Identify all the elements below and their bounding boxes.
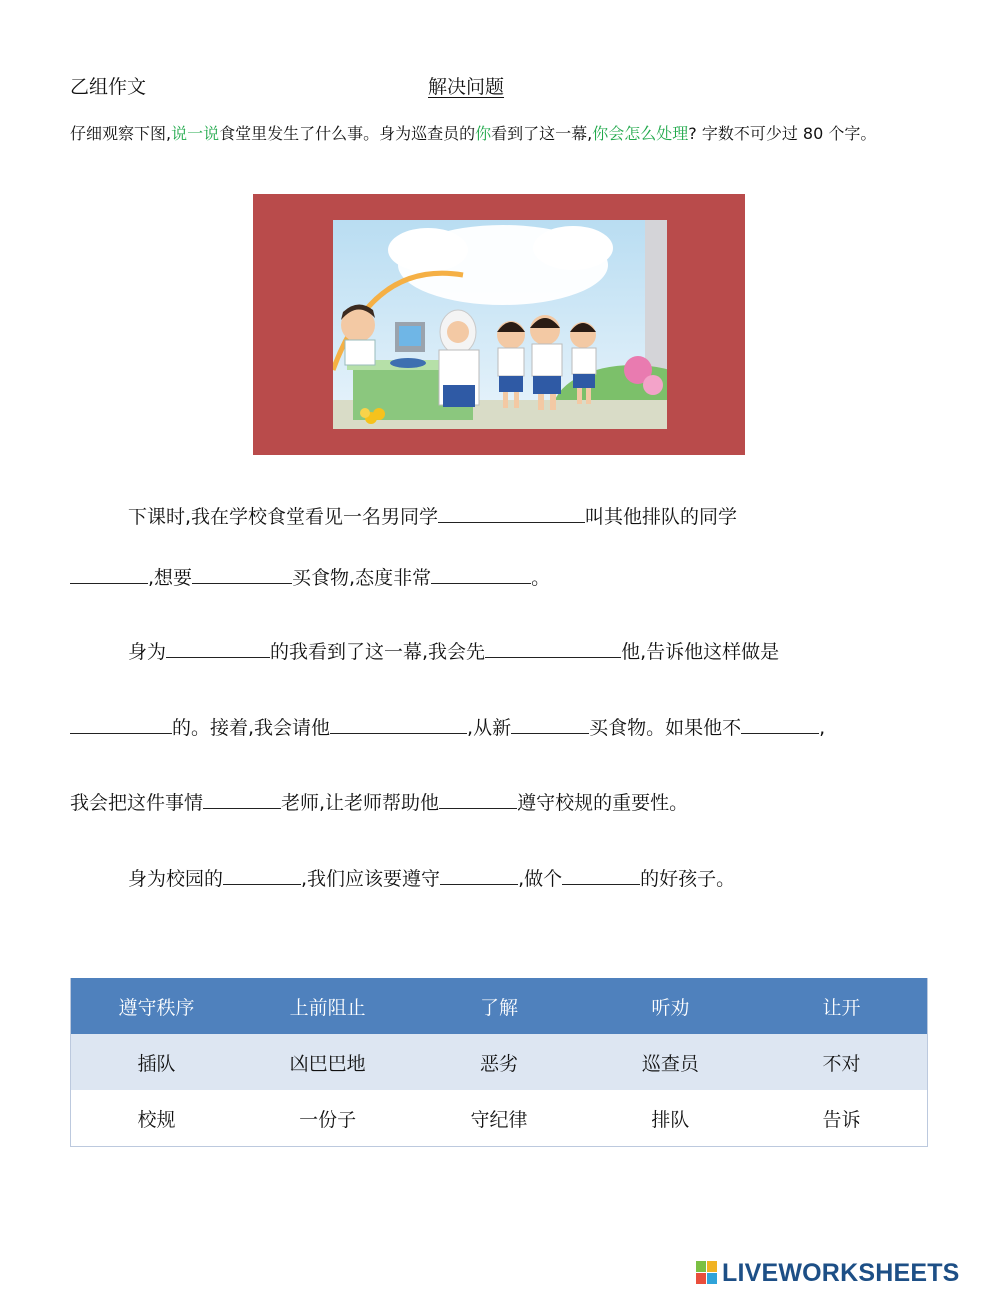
passage-text: 下课时,我在学校食堂看见一名男同学 bbox=[128, 506, 439, 528]
passage-text: , bbox=[819, 717, 826, 739]
answer-blank[interactable] bbox=[741, 715, 819, 734]
word-option[interactable]: 听劝 bbox=[585, 978, 756, 1034]
passage-line-6 bbox=[128, 864, 735, 891]
passage-line-1 bbox=[128, 502, 737, 529]
passage-text: 老师,让老师帮助他 bbox=[281, 792, 440, 814]
passage-text: 叫其他排队的同学 bbox=[585, 506, 738, 528]
word-option[interactable]: 凶巴巴地 bbox=[242, 1034, 413, 1090]
answer-blank[interactable] bbox=[439, 790, 517, 809]
liveworksheets-logo[interactable] bbox=[696, 1258, 960, 1288]
word-option[interactable]: 一份子 bbox=[242, 1090, 413, 1147]
answer-blank[interactable] bbox=[203, 790, 281, 809]
passage-line-4 bbox=[70, 713, 825, 740]
word-option[interactable]: 巡查员 bbox=[585, 1034, 756, 1090]
word-bank-table bbox=[70, 978, 928, 1147]
table-row bbox=[71, 1090, 928, 1147]
passage-text: 身为校园的 bbox=[128, 868, 224, 890]
passage-text: 买食物,态度非常 bbox=[292, 567, 432, 589]
canteen-illustration bbox=[333, 220, 667, 429]
answer-blank[interactable] bbox=[70, 565, 148, 584]
instruction bbox=[70, 120, 930, 148]
passage-text: 的我看到了这一幕,我会先 bbox=[270, 641, 486, 663]
word-option[interactable]: 告诉 bbox=[756, 1090, 927, 1147]
passage-text: 的好孩子。 bbox=[640, 868, 736, 890]
passage-text: 他,告诉他这样做是 bbox=[621, 641, 780, 663]
passage-text: 遵守校规的重要性。 bbox=[517, 792, 689, 814]
word-option[interactable]: 遵守秩序 bbox=[71, 978, 242, 1034]
table-row bbox=[71, 978, 928, 1034]
word-option[interactable]: 守纪律 bbox=[413, 1090, 584, 1147]
passage-text: 。 bbox=[531, 567, 551, 589]
word-option[interactable]: 排队 bbox=[585, 1090, 756, 1147]
passage-text: 的。接着,我会请他 bbox=[172, 717, 331, 739]
word-option[interactable]: 让开 bbox=[756, 978, 927, 1034]
word-option[interactable]: 恶劣 bbox=[413, 1034, 584, 1090]
word-option[interactable]: 了解 bbox=[413, 978, 584, 1034]
answer-blank[interactable] bbox=[438, 504, 585, 523]
instruction-text: 食堂里发生了什么事。身为巡查员的 bbox=[219, 124, 476, 143]
passage-text: ,做个 bbox=[518, 868, 563, 890]
logo-icon bbox=[696, 1261, 718, 1285]
canteen-scene-image bbox=[333, 220, 667, 429]
word-option[interactable]: 插队 bbox=[71, 1034, 242, 1090]
instruction-text: ? 字数不可少过 80 个字。 bbox=[688, 124, 877, 143]
word-option[interactable]: 不对 bbox=[756, 1034, 927, 1090]
passage-line-3 bbox=[128, 637, 779, 664]
passage-line-2 bbox=[70, 563, 550, 590]
instruction-text: 仔细观察下图, bbox=[70, 124, 172, 143]
instruction-highlight: 你 bbox=[475, 124, 492, 143]
passage-text: 我会把这件事情 bbox=[70, 792, 204, 814]
passage-text: 身为 bbox=[128, 641, 167, 663]
passage-text: 买食物。如果他不 bbox=[589, 717, 742, 739]
answer-blank[interactable] bbox=[330, 715, 467, 734]
instruction-highlight: 说一说 bbox=[171, 124, 220, 143]
answer-blank[interactable] bbox=[485, 639, 621, 658]
passage-line-5 bbox=[70, 788, 688, 815]
answer-blank[interactable] bbox=[562, 866, 640, 885]
passage-text: ,从新 bbox=[467, 717, 512, 739]
instruction-highlight: 你会怎么处理 bbox=[592, 124, 689, 143]
word-option[interactable]: 上前阻止 bbox=[242, 978, 413, 1034]
passage-text: ,想要 bbox=[148, 567, 193, 589]
answer-blank[interactable] bbox=[223, 866, 301, 885]
section-label: 乙组作文 bbox=[70, 76, 147, 98]
page-title: 解决问题 bbox=[428, 76, 505, 98]
word-option[interactable]: 校规 bbox=[71, 1090, 242, 1147]
answer-blank[interactable] bbox=[70, 715, 172, 734]
passage-text: ,我们应该要遵守 bbox=[301, 868, 441, 890]
instruction-text: 看到了这一幕, bbox=[491, 124, 593, 143]
answer-blank[interactable] bbox=[166, 639, 270, 658]
table-row bbox=[71, 1034, 928, 1090]
answer-blank[interactable] bbox=[440, 866, 518, 885]
answer-blank[interactable] bbox=[431, 565, 531, 584]
logo-text: LIVEWORKSHEETS bbox=[722, 1258, 960, 1287]
answer-blank[interactable] bbox=[192, 565, 292, 584]
answer-blank[interactable] bbox=[511, 715, 589, 734]
